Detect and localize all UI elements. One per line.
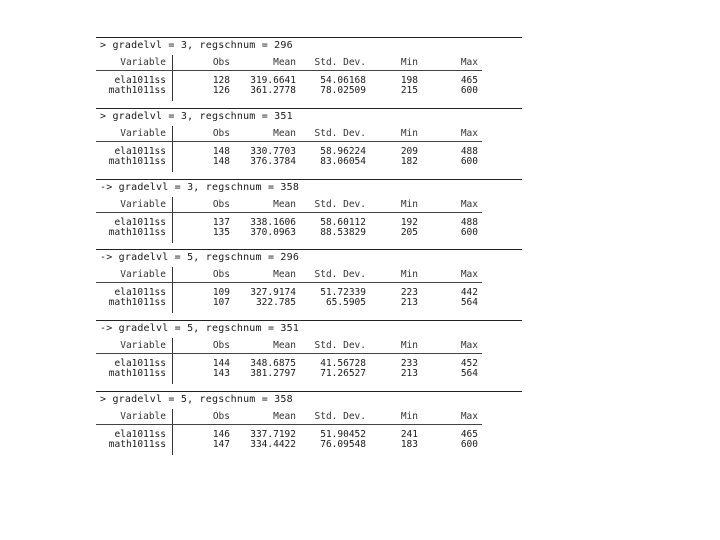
col-min-header: Min bbox=[400, 269, 418, 280]
col-min-header: Min bbox=[400, 57, 418, 68]
col-variable-header: Variable bbox=[120, 411, 166, 422]
col-variable-cell: math1011ss bbox=[108, 85, 166, 96]
block-header: -> gradelvl = 5, regschnum = 351 bbox=[100, 323, 300, 334]
col-mean-cell: 327.9174 bbox=[250, 287, 296, 298]
separator-rule bbox=[96, 108, 522, 109]
separator-rule bbox=[96, 249, 522, 250]
col-obs-header: Obs bbox=[212, 340, 230, 351]
table-horizontal-rule bbox=[96, 282, 482, 283]
col-max-cell: 488 bbox=[460, 146, 478, 157]
col-std-dev-cell: 76.09548 bbox=[320, 439, 366, 450]
table-horizontal-rule bbox=[96, 424, 482, 425]
col-variable-header: Variable bbox=[120, 340, 166, 351]
col-mean-cell: 337.7192 bbox=[250, 429, 296, 440]
col-variable-cell: math1011ss bbox=[108, 368, 166, 379]
col-max-header: Max bbox=[460, 199, 478, 210]
summary-block bbox=[96, 320, 522, 391]
col-mean-cell: 370.0963 bbox=[250, 227, 296, 238]
col-min-cell: 215 bbox=[400, 85, 418, 96]
col-min-cell: 182 bbox=[400, 156, 418, 167]
col-mean-header: Mean bbox=[273, 199, 296, 210]
col-obs-cell: 128 bbox=[212, 75, 230, 86]
block-header: > gradelvl = 3, regschnum = 296 bbox=[100, 40, 293, 51]
table-horizontal-rule bbox=[96, 141, 482, 142]
col-obs-header: Obs bbox=[212, 199, 230, 210]
separator-rule bbox=[96, 179, 522, 180]
col-max-cell: 488 bbox=[460, 217, 478, 228]
col-variable-header: Variable bbox=[120, 199, 166, 210]
col-min-cell: 241 bbox=[400, 429, 418, 440]
col-mean-header: Mean bbox=[273, 340, 296, 351]
col-std-dev-header: Std. Dev. bbox=[314, 269, 366, 280]
col-mean-cell: 348.6875 bbox=[250, 358, 296, 369]
col-max-cell: 465 bbox=[460, 429, 478, 440]
col-mean-cell: 319.6641 bbox=[250, 75, 296, 86]
block-header: > gradelvl = 3, regschnum = 351 bbox=[100, 111, 293, 122]
col-std-dev-cell: 83.06054 bbox=[320, 156, 366, 167]
col-min-cell: 205 bbox=[400, 227, 418, 238]
col-obs-cell: 148 bbox=[212, 146, 230, 157]
table-vertical-rule bbox=[172, 267, 173, 313]
col-max-header: Max bbox=[460, 57, 478, 68]
col-std-dev-cell: 88.53829 bbox=[320, 227, 366, 238]
col-std-dev-cell: 58.96224 bbox=[320, 146, 366, 157]
col-std-dev-cell: 65.5905 bbox=[325, 297, 366, 308]
col-std-dev-cell: 54.06168 bbox=[320, 75, 366, 86]
col-max-cell: 465 bbox=[460, 75, 478, 86]
col-std-dev-header: Std. Dev. bbox=[314, 199, 366, 210]
table-vertical-rule bbox=[172, 409, 173, 455]
col-std-dev-header: Std. Dev. bbox=[314, 411, 366, 422]
col-mean-cell: 334.4422 bbox=[250, 439, 296, 450]
col-max-cell: 564 bbox=[460, 368, 478, 379]
col-min-header: Min bbox=[400, 199, 418, 210]
col-mean-cell: 361.2778 bbox=[250, 85, 296, 96]
col-max-cell: 600 bbox=[460, 439, 478, 450]
col-obs-cell: 146 bbox=[212, 429, 230, 440]
block-header: -> gradelvl = 3, regschnum = 358 bbox=[100, 182, 300, 193]
col-std-dev-cell: 78.02509 bbox=[320, 85, 366, 96]
col-std-dev-cell: 51.90452 bbox=[320, 429, 366, 440]
table-vertical-rule bbox=[172, 126, 173, 172]
col-obs-cell: 137 bbox=[212, 217, 230, 228]
summary-block bbox=[96, 108, 522, 179]
col-min-cell: 183 bbox=[400, 439, 418, 450]
col-max-header: Max bbox=[460, 128, 478, 139]
table-horizontal-rule bbox=[96, 212, 482, 213]
table-vertical-rule bbox=[172, 197, 173, 243]
block-header: -> gradelvl = 5, regschnum = 296 bbox=[100, 252, 300, 263]
col-obs-header: Obs bbox=[212, 128, 230, 139]
col-obs-cell: 126 bbox=[212, 85, 230, 96]
summary-block bbox=[96, 249, 522, 320]
col-min-cell: 198 bbox=[400, 75, 418, 86]
col-obs-header: Obs bbox=[212, 269, 230, 280]
summary-block bbox=[96, 179, 522, 250]
col-min-header: Min bbox=[400, 340, 418, 351]
col-min-cell: 213 bbox=[400, 297, 418, 308]
col-max-header: Max bbox=[460, 411, 478, 422]
col-variable-cell: math1011ss bbox=[108, 297, 166, 308]
separator-rule bbox=[96, 37, 522, 38]
col-max-header: Max bbox=[460, 269, 478, 280]
col-std-dev-header: Std. Dev. bbox=[314, 57, 366, 68]
table-horizontal-rule bbox=[96, 70, 482, 71]
col-max-header: Max bbox=[460, 340, 478, 351]
separator-rule bbox=[96, 320, 522, 321]
col-variable-cell: ela1011ss bbox=[114, 217, 166, 228]
col-variable-header: Variable bbox=[120, 57, 166, 68]
col-std-dev-cell: 71.26527 bbox=[320, 368, 366, 379]
col-max-cell: 564 bbox=[460, 297, 478, 308]
col-obs-cell: 144 bbox=[212, 358, 230, 369]
col-std-dev-cell: 41.56728 bbox=[320, 358, 366, 369]
summary-block bbox=[96, 391, 522, 462]
col-variable-cell: ela1011ss bbox=[114, 429, 166, 440]
col-mean-cell: 338.1606 bbox=[250, 217, 296, 228]
col-min-cell: 209 bbox=[400, 146, 418, 157]
col-obs-cell: 107 bbox=[212, 297, 230, 308]
col-obs-header: Obs bbox=[212, 57, 230, 68]
col-obs-cell: 143 bbox=[212, 368, 230, 379]
col-std-dev-cell: 51.72339 bbox=[320, 287, 366, 298]
col-max-cell: 452 bbox=[460, 358, 478, 369]
col-max-cell: 600 bbox=[460, 85, 478, 96]
col-variable-cell: ela1011ss bbox=[114, 287, 166, 298]
table-vertical-rule bbox=[172, 338, 173, 384]
col-min-header: Min bbox=[400, 128, 418, 139]
col-variable-cell: ela1011ss bbox=[114, 358, 166, 369]
col-variable-cell: ela1011ss bbox=[114, 146, 166, 157]
col-min-header: Min bbox=[400, 411, 418, 422]
separator-rule bbox=[96, 391, 522, 392]
col-max-cell: 600 bbox=[460, 227, 478, 238]
col-mean-header: Mean bbox=[273, 411, 296, 422]
col-obs-header: Obs bbox=[212, 411, 230, 422]
col-variable-header: Variable bbox=[120, 269, 166, 280]
table-vertical-rule bbox=[172, 55, 173, 101]
block-header: > gradelvl = 5, regschnum = 358 bbox=[100, 394, 293, 405]
summary-block bbox=[96, 37, 522, 108]
col-mean-header: Mean bbox=[273, 269, 296, 280]
col-mean-cell: 322.785 bbox=[255, 297, 296, 308]
col-std-dev-header: Std. Dev. bbox=[314, 340, 366, 351]
col-mean-header: Mean bbox=[273, 128, 296, 139]
col-obs-cell: 147 bbox=[212, 439, 230, 450]
col-max-cell: 442 bbox=[460, 287, 478, 298]
col-std-dev-header: Std. Dev. bbox=[314, 128, 366, 139]
col-mean-cell: 330.7703 bbox=[250, 146, 296, 157]
col-obs-cell: 135 bbox=[212, 227, 230, 238]
col-min-cell: 213 bbox=[400, 368, 418, 379]
col-variable-cell: math1011ss bbox=[108, 439, 166, 450]
col-mean-cell: 376.3784 bbox=[250, 156, 296, 167]
col-variable-header: Variable bbox=[120, 128, 166, 139]
col-variable-cell: math1011ss bbox=[108, 156, 166, 167]
col-variable-cell: math1011ss bbox=[108, 227, 166, 238]
col-std-dev-cell: 58.60112 bbox=[320, 217, 366, 228]
col-mean-header: Mean bbox=[273, 57, 296, 68]
col-variable-cell: ela1011ss bbox=[114, 75, 166, 86]
col-min-cell: 192 bbox=[400, 217, 418, 228]
col-obs-cell: 148 bbox=[212, 156, 230, 167]
col-obs-cell: 109 bbox=[212, 287, 230, 298]
col-min-cell: 223 bbox=[400, 287, 418, 298]
col-mean-cell: 381.2797 bbox=[250, 368, 296, 379]
col-max-cell: 600 bbox=[460, 156, 478, 167]
col-min-cell: 233 bbox=[400, 358, 418, 369]
table-horizontal-rule bbox=[96, 353, 482, 354]
